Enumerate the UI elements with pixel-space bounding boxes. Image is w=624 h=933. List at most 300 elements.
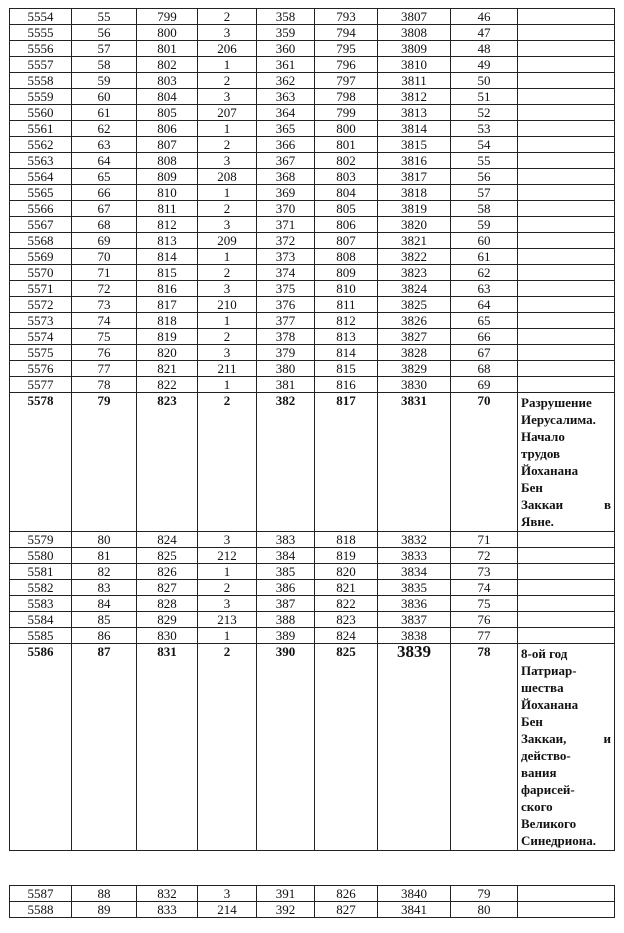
cell-year-d: 372 bbox=[257, 233, 315, 249]
table-row bbox=[10, 345, 615, 361]
cell-year-d: 391 bbox=[257, 886, 315, 902]
cell-cycle: 1 bbox=[198, 57, 257, 73]
cell-cycle: 206 bbox=[198, 41, 257, 57]
cell-year-a: 5556 bbox=[10, 41, 72, 57]
note-word: Заккаи, bbox=[521, 731, 567, 746]
cell-year-c: 831 bbox=[137, 644, 198, 851]
cell-cycle: 212 bbox=[198, 548, 257, 564]
cell-year-a: 5583 bbox=[10, 596, 72, 612]
cell-year-g: 74 bbox=[451, 580, 518, 596]
note-line bbox=[521, 462, 611, 479]
cell-note bbox=[518, 596, 615, 612]
cell-year-e: 799 bbox=[315, 105, 378, 121]
cell-year-d: 375 bbox=[257, 281, 315, 297]
cell-year-f: 3829 bbox=[378, 361, 451, 377]
note-word: Йоханана bbox=[521, 697, 579, 712]
cell-year-b: 66 bbox=[72, 185, 137, 201]
cell-note bbox=[518, 644, 615, 851]
cell-year-d: 379 bbox=[257, 345, 315, 361]
cell-year-d: 361 bbox=[257, 57, 315, 73]
cell-note bbox=[518, 377, 615, 393]
cell-note bbox=[518, 153, 615, 169]
cell-year-b: 73 bbox=[72, 297, 137, 313]
note-word: трудов bbox=[521, 446, 561, 461]
cell-cycle: 2 bbox=[198, 329, 257, 345]
cell-year-g: 58 bbox=[451, 201, 518, 217]
cell-year-a: 5585 bbox=[10, 628, 72, 644]
cell-year-e: 826 bbox=[315, 886, 378, 902]
cell-year-d: 387 bbox=[257, 596, 315, 612]
table-row bbox=[10, 564, 615, 580]
note-word: 8-ой год bbox=[521, 646, 568, 661]
cell-year-a: 5567 bbox=[10, 217, 72, 233]
cell-year-a: 5580 bbox=[10, 548, 72, 564]
cell-year-g: 55 bbox=[451, 153, 518, 169]
cell-year-f: 3818 bbox=[378, 185, 451, 201]
note-line bbox=[521, 798, 611, 815]
table-row bbox=[10, 361, 615, 377]
cell-year-g: 79 bbox=[451, 886, 518, 902]
cell-year-g: 61 bbox=[451, 249, 518, 265]
cell-year-b: 58 bbox=[72, 57, 137, 73]
cell-note bbox=[518, 137, 615, 153]
table-row bbox=[10, 644, 615, 851]
cell-year-f: 3841 bbox=[378, 902, 451, 918]
cell-cycle: 210 bbox=[198, 297, 257, 313]
cell-year-g: 46 bbox=[451, 9, 518, 25]
cell-year-c: 815 bbox=[137, 265, 198, 281]
cell-year-f: 3809 bbox=[378, 41, 451, 57]
cell-year-b: 75 bbox=[72, 329, 137, 345]
cell-cycle: 1 bbox=[198, 313, 257, 329]
note-word: Разрушение bbox=[521, 395, 592, 410]
cell-year-f: 3816 bbox=[378, 153, 451, 169]
note-line bbox=[521, 428, 611, 445]
cell-year-g: 66 bbox=[451, 329, 518, 345]
cell-year-a: 5579 bbox=[10, 532, 72, 548]
note-word: ского bbox=[521, 799, 553, 814]
cell-year-c: 824 bbox=[137, 532, 198, 548]
cell-note bbox=[518, 329, 615, 345]
cell-year-g: 60 bbox=[451, 233, 518, 249]
cell-year-g: 50 bbox=[451, 73, 518, 89]
table-row bbox=[10, 25, 615, 41]
cell-year-b: 82 bbox=[72, 564, 137, 580]
note-line bbox=[521, 815, 611, 832]
cell-year-b: 69 bbox=[72, 233, 137, 249]
cell-year-a: 5582 bbox=[10, 580, 72, 596]
cell-cycle: 1 bbox=[198, 185, 257, 201]
cell-year-f: 3813 bbox=[378, 105, 451, 121]
note-word: Иерусалима. bbox=[521, 412, 596, 427]
cell-year-f: 3817 bbox=[378, 169, 451, 185]
table-row bbox=[10, 548, 615, 564]
cell-year-a: 5573 bbox=[10, 313, 72, 329]
cell-year-a: 5560 bbox=[10, 105, 72, 121]
cell-note bbox=[518, 201, 615, 217]
cell-year-e: 822 bbox=[315, 596, 378, 612]
note-word: и bbox=[603, 731, 611, 746]
cell-year-f: 3827 bbox=[378, 329, 451, 345]
cell-year-a: 5570 bbox=[10, 265, 72, 281]
table-row bbox=[10, 313, 615, 329]
cell-year-d: 392 bbox=[257, 902, 315, 918]
cell-year-d: 385 bbox=[257, 564, 315, 580]
cell-year-d: 378 bbox=[257, 329, 315, 345]
table-row bbox=[10, 902, 615, 918]
cell-year-g: 57 bbox=[451, 185, 518, 201]
cell-note bbox=[518, 297, 615, 313]
cell-cycle: 1 bbox=[198, 564, 257, 580]
cell-year-g: 59 bbox=[451, 217, 518, 233]
cell-note bbox=[518, 57, 615, 73]
table-row bbox=[10, 532, 615, 548]
cell-year-a: 5577 bbox=[10, 377, 72, 393]
cell-year-e: 824 bbox=[315, 628, 378, 644]
cell-year-d: 366 bbox=[257, 137, 315, 153]
cell-year-d: 358 bbox=[257, 9, 315, 25]
note-line bbox=[521, 696, 611, 713]
cell-year-b: 81 bbox=[72, 548, 137, 564]
cell-year-e: 814 bbox=[315, 345, 378, 361]
note-word: Начало bbox=[521, 429, 565, 444]
cell-year-c: 825 bbox=[137, 548, 198, 564]
cell-year-g: 80 bbox=[451, 902, 518, 918]
cell-year-e: 808 bbox=[315, 249, 378, 265]
cell-year-c: 833 bbox=[137, 902, 198, 918]
cell-year-f: 3831 bbox=[378, 393, 451, 532]
chronology-table bbox=[9, 8, 615, 851]
cell-year-e: 805 bbox=[315, 201, 378, 217]
table-row bbox=[10, 185, 615, 201]
cell-cycle: 3 bbox=[198, 25, 257, 41]
cell-year-a: 5558 bbox=[10, 73, 72, 89]
cell-year-f: 3828 bbox=[378, 345, 451, 361]
cell-year-c: 821 bbox=[137, 361, 198, 377]
cell-year-g: 76 bbox=[451, 612, 518, 628]
cell-cycle: 2 bbox=[198, 393, 257, 532]
cell-year-e: 796 bbox=[315, 57, 378, 73]
chronology-table-continued bbox=[9, 885, 615, 918]
cell-year-d: 384 bbox=[257, 548, 315, 564]
cell-year-g: 67 bbox=[451, 345, 518, 361]
table-row bbox=[10, 393, 615, 532]
cell-year-f: 3821 bbox=[378, 233, 451, 249]
cell-cycle: 3 bbox=[198, 886, 257, 902]
cell-year-a: 5581 bbox=[10, 564, 72, 580]
note-word: Бен bbox=[521, 480, 543, 495]
cell-year-c: 810 bbox=[137, 185, 198, 201]
cell-year-c: 808 bbox=[137, 153, 198, 169]
cell-year-d: 373 bbox=[257, 249, 315, 265]
cell-year-b: 63 bbox=[72, 137, 137, 153]
cell-year-a: 5565 bbox=[10, 185, 72, 201]
cell-year-c: 811 bbox=[137, 201, 198, 217]
cell-year-f: 3823 bbox=[378, 265, 451, 281]
cell-year-g: 49 bbox=[451, 57, 518, 73]
note-line bbox=[521, 832, 611, 849]
cell-cycle: 3 bbox=[198, 345, 257, 361]
cell-year-c: 800 bbox=[137, 25, 198, 41]
cell-year-g: 68 bbox=[451, 361, 518, 377]
cell-year-g: 78 bbox=[451, 644, 518, 851]
table-row bbox=[10, 89, 615, 105]
cell-year-d: 369 bbox=[257, 185, 315, 201]
cell-year-g: 64 bbox=[451, 297, 518, 313]
cell-year-f: 3812 bbox=[378, 89, 451, 105]
cell-year-e: 825 bbox=[315, 644, 378, 851]
cell-year-a: 5557 bbox=[10, 57, 72, 73]
cell-cycle: 214 bbox=[198, 902, 257, 918]
cell-year-b: 79 bbox=[72, 393, 137, 532]
cell-year-b: 85 bbox=[72, 612, 137, 628]
cell-year-d: 382 bbox=[257, 393, 315, 532]
cell-year-b: 78 bbox=[72, 377, 137, 393]
cell-cycle: 213 bbox=[198, 612, 257, 628]
cell-year-e: 811 bbox=[315, 297, 378, 313]
cell-cycle: 3 bbox=[198, 153, 257, 169]
cell-note bbox=[518, 105, 615, 121]
cell-year-c: 828 bbox=[137, 596, 198, 612]
cell-year-d: 360 bbox=[257, 41, 315, 57]
table-row bbox=[10, 9, 615, 25]
note-line bbox=[521, 645, 611, 662]
cell-year-d: 362 bbox=[257, 73, 315, 89]
cell-note bbox=[518, 89, 615, 105]
cell-note bbox=[518, 233, 615, 249]
note-line bbox=[521, 394, 611, 411]
cell-cycle: 2 bbox=[198, 580, 257, 596]
cell-cycle: 208 bbox=[198, 169, 257, 185]
table-row bbox=[10, 233, 615, 249]
cell-year-a: 5555 bbox=[10, 25, 72, 41]
note-line bbox=[521, 679, 611, 696]
cell-year-a: 5572 bbox=[10, 297, 72, 313]
note-line bbox=[521, 764, 611, 781]
cell-year-c: 813 bbox=[137, 233, 198, 249]
cell-cycle: 2 bbox=[198, 644, 257, 851]
cell-year-f: 3832 bbox=[378, 532, 451, 548]
cell-note bbox=[518, 886, 615, 902]
cell-year-b: 64 bbox=[72, 153, 137, 169]
cell-year-b: 88 bbox=[72, 886, 137, 902]
cell-year-c: 823 bbox=[137, 393, 198, 532]
cell-year-c: 827 bbox=[137, 580, 198, 596]
cell-year-b: 77 bbox=[72, 361, 137, 377]
cell-year-c: 816 bbox=[137, 281, 198, 297]
cell-year-e: 797 bbox=[315, 73, 378, 89]
table-row bbox=[10, 153, 615, 169]
cell-year-a: 5574 bbox=[10, 329, 72, 345]
note-word: действо- bbox=[521, 748, 571, 763]
cell-note bbox=[518, 121, 615, 137]
cell-note bbox=[518, 73, 615, 89]
cell-year-f: 3807 bbox=[378, 9, 451, 25]
cell-cycle: 207 bbox=[198, 105, 257, 121]
cell-year-f: 3822 bbox=[378, 249, 451, 265]
cell-year-d: 388 bbox=[257, 612, 315, 628]
table-row bbox=[10, 580, 615, 596]
cell-year-c: 820 bbox=[137, 345, 198, 361]
cell-year-b: 89 bbox=[72, 902, 137, 918]
cell-note bbox=[518, 185, 615, 201]
cell-year-b: 61 bbox=[72, 105, 137, 121]
cell-note bbox=[518, 393, 615, 532]
note-line bbox=[521, 713, 611, 730]
cell-year-d: 383 bbox=[257, 532, 315, 548]
note-line bbox=[521, 445, 611, 462]
cell-year-e: 812 bbox=[315, 313, 378, 329]
cell-year-e: 821 bbox=[315, 580, 378, 596]
cell-year-c: 804 bbox=[137, 89, 198, 105]
cell-year-b: 74 bbox=[72, 313, 137, 329]
cell-cycle: 2 bbox=[198, 137, 257, 153]
cell-year-a: 5559 bbox=[10, 89, 72, 105]
cell-year-d: 389 bbox=[257, 628, 315, 644]
cell-year-b: 68 bbox=[72, 217, 137, 233]
table-row bbox=[10, 596, 615, 612]
cell-year-c: 817 bbox=[137, 297, 198, 313]
cell-cycle: 2 bbox=[198, 201, 257, 217]
cell-year-a: 5561 bbox=[10, 121, 72, 137]
cell-year-b: 84 bbox=[72, 596, 137, 612]
table-row bbox=[10, 297, 615, 313]
cell-year-b: 57 bbox=[72, 41, 137, 57]
cell-year-f: 3819 bbox=[378, 201, 451, 217]
table-row bbox=[10, 249, 615, 265]
cell-cycle: 2 bbox=[198, 265, 257, 281]
cell-year-d: 386 bbox=[257, 580, 315, 596]
cell-year-a: 5586 bbox=[10, 644, 72, 851]
cell-year-f: 3825 bbox=[378, 297, 451, 313]
cell-year-d: 370 bbox=[257, 201, 315, 217]
cell-year-b: 87 bbox=[72, 644, 137, 851]
table-row bbox=[10, 612, 615, 628]
note-line bbox=[521, 662, 611, 679]
cell-year-d: 359 bbox=[257, 25, 315, 41]
cell-year-f: 3826 bbox=[378, 313, 451, 329]
cell-note bbox=[518, 612, 615, 628]
cell-year-f: 3808 bbox=[378, 25, 451, 41]
cell-year-f: 3834 bbox=[378, 564, 451, 580]
cell-cycle: 209 bbox=[198, 233, 257, 249]
cell-year-e: 802 bbox=[315, 153, 378, 169]
cell-year-b: 65 bbox=[72, 169, 137, 185]
cell-year-c: 818 bbox=[137, 313, 198, 329]
cell-year-d: 381 bbox=[257, 377, 315, 393]
cell-year-g: 56 bbox=[451, 169, 518, 185]
cell-year-b: 60 bbox=[72, 89, 137, 105]
cell-note bbox=[518, 345, 615, 361]
cell-year-e: 794 bbox=[315, 25, 378, 41]
cell-year-a: 5576 bbox=[10, 361, 72, 377]
cell-note bbox=[518, 249, 615, 265]
cell-cycle: 211 bbox=[198, 361, 257, 377]
table-row bbox=[10, 73, 615, 89]
cell-year-g: 75 bbox=[451, 596, 518, 612]
cell-year-f: 3837 bbox=[378, 612, 451, 628]
cell-year-g: 77 bbox=[451, 628, 518, 644]
cell-year-b: 56 bbox=[72, 25, 137, 41]
cell-year-a: 5564 bbox=[10, 169, 72, 185]
table-row bbox=[10, 217, 615, 233]
cell-year-f: 3836 bbox=[378, 596, 451, 612]
cell-year-a: 5563 bbox=[10, 153, 72, 169]
cell-cycle: 3 bbox=[198, 532, 257, 548]
cell-year-g: 52 bbox=[451, 105, 518, 121]
table-row bbox=[10, 57, 615, 73]
cell-year-d: 376 bbox=[257, 297, 315, 313]
note-line bbox=[521, 411, 611, 428]
cell-note bbox=[518, 169, 615, 185]
note-word: в bbox=[603, 497, 611, 512]
cell-year-f: 3830 bbox=[378, 377, 451, 393]
cell-year-b: 62 bbox=[72, 121, 137, 137]
cell-year-d: 390 bbox=[257, 644, 315, 851]
cell-year-g: 47 bbox=[451, 25, 518, 41]
cell-year-e: 816 bbox=[315, 377, 378, 393]
cell-note bbox=[518, 25, 615, 41]
cell-year-c: 805 bbox=[137, 105, 198, 121]
table-row bbox=[10, 137, 615, 153]
cell-year-f: 3824 bbox=[378, 281, 451, 297]
cell-year-d: 374 bbox=[257, 265, 315, 281]
table-row bbox=[10, 329, 615, 345]
cell-year-d: 365 bbox=[257, 121, 315, 137]
cell-year-c: 802 bbox=[137, 57, 198, 73]
note-line bbox=[521, 513, 611, 530]
cell-year-d: 377 bbox=[257, 313, 315, 329]
cell-cycle: 3 bbox=[198, 217, 257, 233]
cell-cycle: 3 bbox=[198, 89, 257, 105]
cell-year-a: 5575 bbox=[10, 345, 72, 361]
cell-note bbox=[518, 628, 615, 644]
cell-year-a: 5578 bbox=[10, 393, 72, 532]
cell-year-a: 5569 bbox=[10, 249, 72, 265]
cell-year-g: 69 bbox=[451, 377, 518, 393]
cell-year-e: 818 bbox=[315, 532, 378, 548]
note-line bbox=[521, 479, 611, 496]
note-line bbox=[521, 747, 611, 764]
cell-note bbox=[518, 313, 615, 329]
cell-year-c: 807 bbox=[137, 137, 198, 153]
cell-year-e: 810 bbox=[315, 281, 378, 297]
cell-note bbox=[518, 281, 615, 297]
cell-year-d: 371 bbox=[257, 217, 315, 233]
cell-year-e: 819 bbox=[315, 548, 378, 564]
cell-year-c: 803 bbox=[137, 73, 198, 89]
cell-year-b: 72 bbox=[72, 281, 137, 297]
cell-year-g: 72 bbox=[451, 548, 518, 564]
cell-year-b: 76 bbox=[72, 345, 137, 361]
table-row bbox=[10, 169, 615, 185]
cell-year-b: 86 bbox=[72, 628, 137, 644]
note-word: шества bbox=[521, 680, 564, 695]
note-word: Синедриона. bbox=[521, 833, 597, 848]
cell-year-e: 827 bbox=[315, 902, 378, 918]
cell-year-a: 5562 bbox=[10, 137, 72, 153]
cell-year-g: 73 bbox=[451, 564, 518, 580]
cell-year-e: 806 bbox=[315, 217, 378, 233]
cell-year-g: 62 bbox=[451, 265, 518, 281]
cell-year-f: 3840 bbox=[378, 886, 451, 902]
cell-year-f: 3814 bbox=[378, 121, 451, 137]
cell-year-d: 364 bbox=[257, 105, 315, 121]
table-row bbox=[10, 105, 615, 121]
cell-year-c: 822 bbox=[137, 377, 198, 393]
note-line bbox=[521, 730, 611, 747]
cell-note bbox=[518, 532, 615, 548]
